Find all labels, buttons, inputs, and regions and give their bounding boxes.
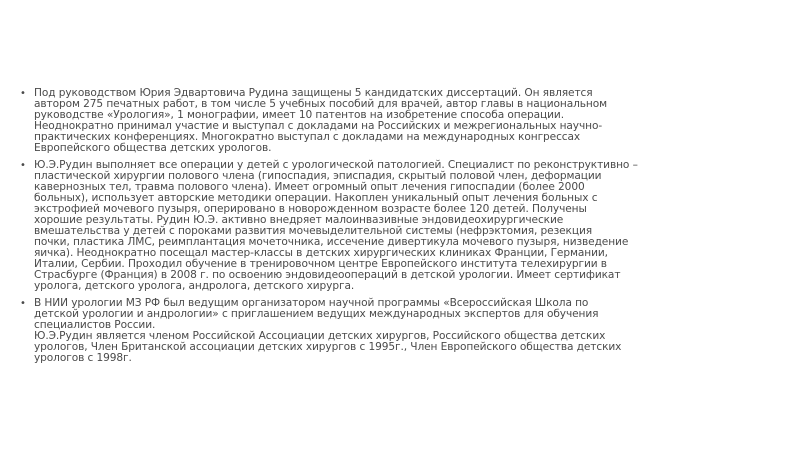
text-line: Под руководством Юрия Эдвартовича Рудина защищены 5 кандидатских диссертаций. Он является [34,87,593,99]
text-line: урологов, Член Британской ассоциации детских хирургов с 1995г., Член Европейского общества детских [34,341,622,353]
bullet-item-publications [20,88,700,154]
text-line: В НИИ урологии МЗ РФ был ведущим организатором научной программы «Всероссийская Школа по [34,297,589,309]
slide-body [20,88,700,370]
text-line: Страсбурге (Франция) в 2008 г. по освоению эндовидеоопераций в детской урологии. Имеет сертификат [34,269,621,281]
text-line: Италии, Сербии. Проходил обучение в тренировочном центре Европейского института телехирургии в [34,258,607,270]
text-line: автором 275 печатных работ, в том числе 5 учебных пособий для врачей, автор главы в национальном [34,98,608,110]
bullet-text [34,88,700,154]
bullet-text [34,160,700,292]
text-line: кавернозных тел, травма полового члена). Имеет огромный опыт лечения гипоспадии (более 2000 [34,181,585,193]
bullet-marker: • [20,160,26,171]
bullet-item-surgery [20,160,700,292]
text-line: Неоднократно принимал участие и выступал с докладами на Российских и межрегиональных научно- [34,120,603,132]
text-line: почки, пластика ЛМС, реимплантация мочеточника, иссечение дивертикула мочевого пузыря, низведение [34,236,629,248]
text-line: экстрофией мочевого пузыря, оперировано в новорожденном возрасте более 120 детей. Получены [34,203,587,215]
text-line: детской урологии и андрологии» с приглашением ведущих международных экспертов для обучения [34,308,599,320]
text-line: урологов с 1998г. [34,352,132,364]
bullet-list [20,88,700,364]
text-line: больных), использует авторские методики операции. Накоплен уникальный опыт лечения больных с [34,192,598,204]
text-line: Ю.Э.Рудин выполняет все операции у детей с урологической патологией. Специалист по реконструктивно – [34,159,638,171]
text-line: яичка). Неоднократно посещал мастер-классы в детских хирургических клиниках Франции, Германии, [34,247,608,259]
text-line: Европейского общества детских урологов. [34,142,272,154]
bullet-marker: • [20,88,26,99]
text-line: специалистов России. [34,319,156,331]
text-line: Ю.Э.Рудин является членом Российской Ассоциации детских хирургов, Российского общества детских [34,330,606,342]
text-line: руководстве «Урология», 1 монографии, имеет 10 патентов на изобретение способа операции. [34,109,564,121]
bullet-text [34,298,700,364]
text-line: вмешательства у детей с пороками развития мочевыделительной системы (нефрэктомия, резекция [34,225,593,237]
text-line: хорошие результаты. Рудин Ю.Э. активно внедряет малоинвазивные эндовидеохирургические [34,214,564,226]
text-line: пластической хирургии полового члена (гипоспадия, эписпадия, скрытый половой член, деформации [34,170,602,182]
bullet-item-organization [20,298,700,364]
bullet-marker: • [20,298,26,309]
text-line: практических конференциях. Многократно выступал с докладами на международных конгрессах [34,131,581,143]
text-line: уролога, детского уролога, андролога, детского хирурга. [34,280,355,292]
